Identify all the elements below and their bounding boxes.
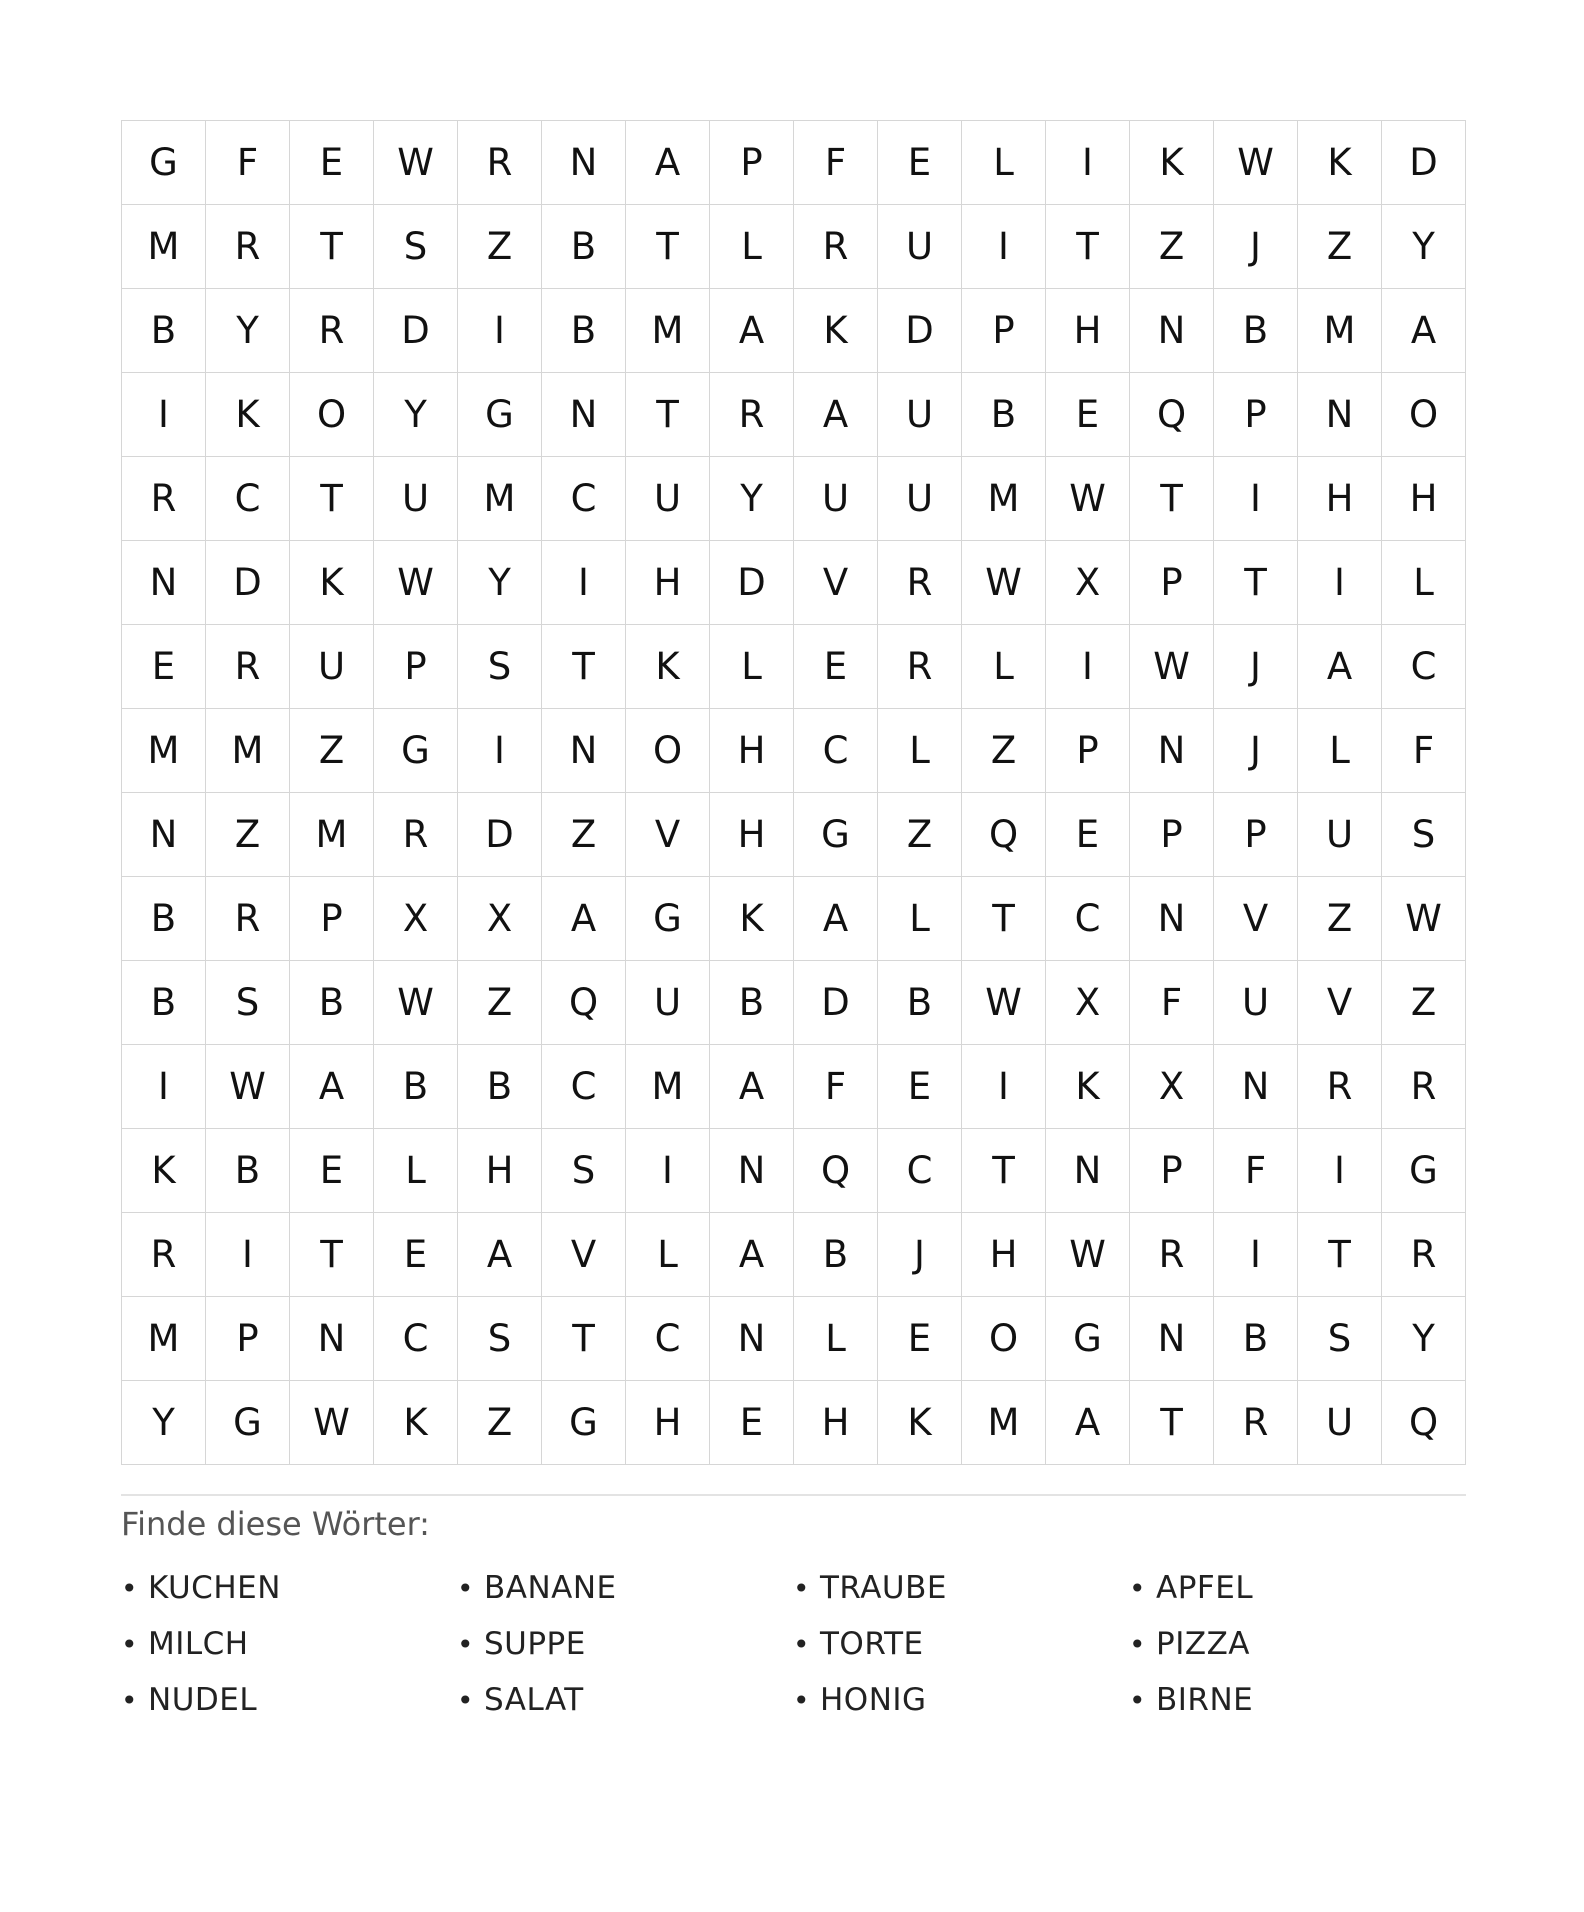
grid-cell[interactable]: U (290, 625, 374, 709)
word-list-item (121, 1616, 457, 1672)
grid-cell[interactable]: I (1046, 625, 1130, 709)
grid-cell[interactable]: P (1130, 541, 1214, 625)
grid-cell[interactable]: M (458, 457, 542, 541)
grid-cell[interactable]: U (878, 205, 962, 289)
grid-cell[interactable]: C (542, 457, 626, 541)
grid-cell[interactable]: R (710, 373, 794, 457)
grid-cell[interactable]: H (1046, 289, 1130, 373)
grid-cell[interactable]: P (1046, 709, 1130, 793)
grid-cell[interactable]: L (710, 625, 794, 709)
grid-cell[interactable]: U (794, 457, 878, 541)
grid-cell[interactable]: F (206, 121, 290, 205)
grid-cell[interactable]: M (626, 289, 710, 373)
grid-cell[interactable]: I (458, 289, 542, 373)
grid-cell[interactable]: D (458, 793, 542, 877)
grid-cell[interactable]: H (1382, 457, 1466, 541)
grid-cell[interactable]: Y (206, 289, 290, 373)
grid-cell[interactable]: G (458, 373, 542, 457)
grid-cell[interactable]: T (290, 205, 374, 289)
grid-cell[interactable]: Z (1298, 877, 1382, 961)
grid-cell[interactable]: C (626, 1297, 710, 1381)
grid-cell[interactable]: N (710, 1129, 794, 1213)
grid-cell[interactable]: C (1046, 877, 1130, 961)
word-list (121, 1560, 1466, 1728)
grid-cell[interactable]: U (1298, 793, 1382, 877)
grid-cell[interactable]: T (542, 1297, 626, 1381)
grid-cell[interactable]: T (1130, 457, 1214, 541)
grid-cell[interactable]: E (710, 1381, 794, 1465)
grid-cell[interactable]: F (1130, 961, 1214, 1045)
grid-cell[interactable]: B (122, 877, 206, 961)
grid-cell[interactable]: K (626, 625, 710, 709)
grid-cell[interactable]: X (458, 877, 542, 961)
grid-cell[interactable]: K (710, 877, 794, 961)
grid-cell[interactable]: V (1214, 877, 1298, 961)
grid-cell[interactable]: R (374, 793, 458, 877)
grid-cell[interactable]: B (878, 961, 962, 1045)
word-label: PIZZA (1156, 1626, 1251, 1662)
grid-cell[interactable]: K (206, 373, 290, 457)
bullet-icon: • (793, 1683, 811, 1717)
grid-cell[interactable]: Q (1382, 1381, 1466, 1465)
grid-cell[interactable]: E (1046, 793, 1130, 877)
grid-cell[interactable]: K (1130, 121, 1214, 205)
word-list-item (121, 1672, 457, 1728)
grid-cell[interactable]: F (794, 1045, 878, 1129)
grid-cell[interactable]: N (710, 1297, 794, 1381)
grid-cell[interactable]: P (710, 121, 794, 205)
grid-cell[interactable]: I (626, 1129, 710, 1213)
grid-cell[interactable]: T (290, 1213, 374, 1297)
grid-cell[interactable]: G (1382, 1129, 1466, 1213)
grid-cell[interactable]: X (1046, 961, 1130, 1045)
grid-cell[interactable]: T (1046, 205, 1130, 289)
grid-cell[interactable]: G (626, 877, 710, 961)
grid-cell[interactable]: N (542, 709, 626, 793)
grid-cell[interactable]: W (206, 1045, 290, 1129)
grid-cell[interactable]: I (206, 1213, 290, 1297)
grid-cell[interactable]: N (1046, 1129, 1130, 1213)
grid-cell[interactable]: D (1382, 121, 1466, 205)
grid-cell[interactable]: O (1382, 373, 1466, 457)
grid-cell[interactable]: B (542, 205, 626, 289)
grid-cell[interactable]: H (710, 793, 794, 877)
word-label: KUCHEN (148, 1570, 281, 1606)
grid-cell[interactable]: R (122, 1213, 206, 1297)
grid-cell[interactable]: Z (878, 793, 962, 877)
grid-cell[interactable]: M (962, 457, 1046, 541)
word-list-item (1129, 1560, 1465, 1616)
grid-cell[interactable]: Y (374, 373, 458, 457)
grid-cell[interactable]: T (962, 877, 1046, 961)
grid-cell[interactable]: K (794, 289, 878, 373)
grid-cell[interactable]: C (1382, 625, 1466, 709)
grid-cell[interactable]: P (1130, 793, 1214, 877)
word-label: APFEL (1156, 1570, 1254, 1606)
grid-cell[interactable]: A (1382, 289, 1466, 373)
grid-cell[interactable]: L (374, 1129, 458, 1213)
grid-cell[interactable]: I (962, 205, 1046, 289)
grid-cell[interactable]: J (878, 1213, 962, 1297)
divider (121, 1494, 1466, 1496)
letter-grid (121, 120, 1466, 1465)
bullet-icon: • (121, 1683, 139, 1717)
grid-cell[interactable]: Y (1382, 1297, 1466, 1381)
grid-cell[interactable]: K (1046, 1045, 1130, 1129)
grid-cell[interactable]: P (1214, 373, 1298, 457)
grid-cell[interactable]: Z (1130, 205, 1214, 289)
word-list-item (457, 1672, 793, 1728)
grid-cell[interactable]: R (1214, 1381, 1298, 1465)
grid-cell[interactable]: A (794, 877, 878, 961)
grid-cell[interactable]: P (374, 625, 458, 709)
grid-cell[interactable]: N (1130, 877, 1214, 961)
grid-cell[interactable]: U (878, 373, 962, 457)
grid-cell[interactable]: H (962, 1213, 1046, 1297)
grid-cell[interactable]: Z (458, 205, 542, 289)
grid-cell[interactable]: T (290, 457, 374, 541)
grid-cell[interactable]: L (626, 1213, 710, 1297)
grid-cell[interactable]: E (878, 1045, 962, 1129)
word-list-item (1129, 1616, 1465, 1672)
word-list-item (793, 1560, 1129, 1616)
grid-cell[interactable]: T (1298, 1213, 1382, 1297)
grid-cell[interactable]: W (374, 121, 458, 205)
bullet-icon: • (1129, 1683, 1147, 1717)
grid-cell[interactable]: S (1298, 1297, 1382, 1381)
grid-cell[interactable]: G (206, 1381, 290, 1465)
grid-cell[interactable]: B (710, 961, 794, 1045)
grid-cell[interactable]: E (878, 1297, 962, 1381)
word-label: HONIG (820, 1682, 927, 1718)
grid-cell[interactable]: Z (1298, 205, 1382, 289)
grid-cell[interactable]: K (878, 1381, 962, 1465)
grid-cell[interactable]: X (374, 877, 458, 961)
grid-cell[interactable]: T (626, 373, 710, 457)
grid-cell[interactable]: Y (710, 457, 794, 541)
grid-cell[interactable]: P (962, 289, 1046, 373)
grid-cell[interactable]: U (878, 457, 962, 541)
grid-cell[interactable]: N (1298, 373, 1382, 457)
grid-cell[interactable]: M (122, 709, 206, 793)
grid-cell[interactable]: A (710, 1045, 794, 1129)
grid-cell[interactable]: U (1214, 961, 1298, 1045)
grid-cell[interactable]: R (206, 877, 290, 961)
grid-cell[interactable]: Q (542, 961, 626, 1045)
grid-cell[interactable]: E (290, 1129, 374, 1213)
grid-cell[interactable]: L (878, 877, 962, 961)
grid-cell[interactable]: N (122, 541, 206, 625)
grid-cell[interactable]: N (542, 373, 626, 457)
word-label: TRAUBE (820, 1570, 947, 1606)
grid-cell[interactable]: N (1214, 1045, 1298, 1129)
grid-cell[interactable]: P (290, 877, 374, 961)
grid-cell[interactable]: T (1214, 541, 1298, 625)
grid-cell[interactable]: Z (206, 793, 290, 877)
grid-cell[interactable]: P (1130, 1129, 1214, 1213)
grid-cell[interactable]: I (1214, 457, 1298, 541)
grid-cell[interactable]: R (206, 625, 290, 709)
grid-cell[interactable]: Q (1130, 373, 1214, 457)
grid-cell[interactable]: B (1214, 1297, 1298, 1381)
grid-cell[interactable]: R (1298, 1045, 1382, 1129)
bullet-icon: • (121, 1627, 139, 1661)
grid-cell[interactable]: U (374, 457, 458, 541)
grid-cell[interactable]: K (374, 1381, 458, 1465)
grid-cell[interactable]: Y (458, 541, 542, 625)
word-label: NUDEL (148, 1682, 258, 1718)
grid-cell[interactable]: I (458, 709, 542, 793)
grid-cell[interactable]: C (878, 1129, 962, 1213)
grid-cell[interactable]: Z (458, 1381, 542, 1465)
grid-cell[interactable]: L (1298, 709, 1382, 793)
grid-cell[interactable]: A (458, 1213, 542, 1297)
grid-cell[interactable]: I (1046, 121, 1130, 205)
grid-cell[interactable]: B (962, 373, 1046, 457)
grid-cell[interactable]: S (206, 961, 290, 1045)
grid-cell[interactable]: S (374, 205, 458, 289)
grid-cell[interactable]: A (1298, 625, 1382, 709)
grid-cell[interactable]: A (710, 1213, 794, 1297)
grid-cell[interactable]: T (962, 1129, 1046, 1213)
grid-cell[interactable]: M (626, 1045, 710, 1129)
grid-cell[interactable]: I (1298, 1129, 1382, 1213)
grid-cell[interactable]: T (1130, 1381, 1214, 1465)
grid-cell[interactable]: F (1214, 1129, 1298, 1213)
word-label: MILCH (148, 1626, 249, 1662)
grid-cell[interactable]: H (626, 541, 710, 625)
grid-cell[interactable]: K (122, 1129, 206, 1213)
grid-cell[interactable]: H (626, 1381, 710, 1465)
grid-cell[interactable]: L (1382, 541, 1466, 625)
grid-cell[interactable]: L (878, 709, 962, 793)
grid-cell[interactable]: G (1046, 1297, 1130, 1381)
grid-cell[interactable]: X (1130, 1045, 1214, 1129)
grid-cell[interactable]: R (290, 289, 374, 373)
grid-cell[interactable]: W (962, 961, 1046, 1045)
grid-cell[interactable]: Z (962, 709, 1046, 793)
grid-cell[interactable]: V (1298, 961, 1382, 1045)
grid-cell[interactable]: D (710, 541, 794, 625)
grid-cell[interactable]: D (878, 289, 962, 373)
grid-cell[interactable]: A (542, 877, 626, 961)
grid-cell[interactable]: V (542, 1213, 626, 1297)
grid-cell[interactable]: B (542, 289, 626, 373)
grid-cell[interactable]: S (542, 1129, 626, 1213)
grid-cell[interactable]: G (374, 709, 458, 793)
grid-cell[interactable]: H (710, 709, 794, 793)
grid-cell[interactable]: C (794, 709, 878, 793)
word-label: SUPPE (484, 1626, 586, 1662)
grid-cell[interactable]: I (122, 373, 206, 457)
grid-cell[interactable]: G (122, 121, 206, 205)
bullet-icon: • (1129, 1571, 1147, 1605)
grid-cell[interactable]: R (458, 121, 542, 205)
grid-cell[interactable]: I (1214, 1213, 1298, 1297)
grid-cell[interactable]: G (542, 1381, 626, 1465)
bullet-icon: • (793, 1627, 811, 1661)
grid-cell[interactable]: N (290, 1297, 374, 1381)
grid-cell[interactable]: S (1382, 793, 1466, 877)
grid-cell[interactable]: U (626, 457, 710, 541)
word-list-item (457, 1560, 793, 1616)
grid-cell[interactable]: C (542, 1045, 626, 1129)
grid-cell[interactable]: R (122, 457, 206, 541)
grid-cell[interactable]: J (1214, 709, 1298, 793)
grid-cell[interactable]: B (374, 1045, 458, 1129)
bullet-icon: • (457, 1683, 475, 1717)
word-list-item (121, 1560, 457, 1616)
grid-cell[interactable]: V (626, 793, 710, 877)
grid-cell[interactable]: E (794, 625, 878, 709)
grid-cell[interactable]: W (1382, 877, 1466, 961)
grid-cell[interactable]: C (206, 457, 290, 541)
grid-cell[interactable]: W (962, 541, 1046, 625)
grid-cell[interactable]: N (542, 121, 626, 205)
grid-cell[interactable]: L (962, 625, 1046, 709)
grid-cell[interactable]: I (542, 541, 626, 625)
grid-cell[interactable]: T (626, 205, 710, 289)
word-list-item (793, 1616, 1129, 1672)
grid-cell[interactable]: I (122, 1045, 206, 1129)
grid-cell[interactable]: J (1214, 205, 1298, 289)
grid-cell[interactable]: K (290, 541, 374, 625)
grid-cell[interactable]: B (206, 1129, 290, 1213)
word-label: BIRNE (1156, 1682, 1254, 1718)
bullet-icon: • (121, 1571, 139, 1605)
grid-cell[interactable]: L (710, 205, 794, 289)
grid-cell[interactable]: P (1214, 793, 1298, 877)
grid-cell[interactable]: A (1046, 1381, 1130, 1465)
bullet-icon: • (793, 1571, 811, 1605)
grid-cell[interactable]: X (1046, 541, 1130, 625)
grid-cell[interactable]: U (1298, 1381, 1382, 1465)
word-label: BANANE (484, 1570, 617, 1606)
grid-cell[interactable]: E (122, 625, 206, 709)
grid-cell[interactable]: B (122, 289, 206, 373)
grid-cell[interactable]: E (1046, 373, 1130, 457)
grid-cell[interactable]: I (1298, 541, 1382, 625)
grid-cell[interactable]: Y (1382, 205, 1466, 289)
grid-cell[interactable]: O (962, 1297, 1046, 1381)
grid-cell[interactable]: I (962, 1045, 1046, 1129)
grid-cell[interactable]: Z (290, 709, 374, 793)
grid-cell[interactable]: R (878, 541, 962, 625)
grid-cell[interactable]: Y (122, 1381, 206, 1465)
word-search-puzzle (121, 120, 1466, 1728)
grid-cell[interactable]: P (206, 1297, 290, 1381)
grid-cell[interactable]: N (122, 793, 206, 877)
grid-cell[interactable]: E (878, 121, 962, 205)
grid-cell[interactable]: M (1298, 289, 1382, 373)
grid-cell[interactable]: N (1130, 289, 1214, 373)
grid-cell[interactable]: M (962, 1381, 1046, 1465)
grid-cell[interactable]: H (794, 1381, 878, 1465)
bullet-icon: • (457, 1571, 475, 1605)
grid-cell[interactable]: Z (1382, 961, 1466, 1045)
grid-cell[interactable]: N (1130, 1297, 1214, 1381)
bullet-icon: • (1129, 1627, 1147, 1661)
grid-cell[interactable]: F (1382, 709, 1466, 793)
grid-cell[interactable]: W (374, 541, 458, 625)
grid-cell[interactable]: B (794, 1213, 878, 1297)
word-label: TORTE (820, 1626, 924, 1662)
word-list-item (793, 1672, 1129, 1728)
grid-cell[interactable]: V (794, 541, 878, 625)
grid-cell[interactable]: O (290, 373, 374, 457)
grid-cell[interactable]: B (122, 961, 206, 1045)
grid-cell[interactable]: W (1046, 1213, 1130, 1297)
grid-cell[interactable]: K (1298, 121, 1382, 205)
grid-cell[interactable]: Z (458, 961, 542, 1045)
grid-cell[interactable]: B (290, 961, 374, 1045)
grid-cell[interactable]: J (1214, 625, 1298, 709)
grid-cell[interactable]: R (794, 205, 878, 289)
grid-cell[interactable]: A (710, 289, 794, 373)
grid-cell[interactable]: A (290, 1045, 374, 1129)
grid-cell[interactable]: L (794, 1297, 878, 1381)
grid-cell[interactable]: O (626, 709, 710, 793)
grid-cell[interactable]: D (374, 289, 458, 373)
grid-cell[interactable]: S (458, 625, 542, 709)
grid-cell[interactable]: S (458, 1297, 542, 1381)
grid-cell[interactable]: W (1046, 457, 1130, 541)
word-label: SALAT (484, 1682, 584, 1718)
grid-cell[interactable]: B (1214, 289, 1298, 373)
instructions-heading: Finde diese Wörter: (121, 1505, 430, 1543)
word-list-item (1129, 1672, 1465, 1728)
grid-cell[interactable]: R (878, 625, 962, 709)
grid-cell[interactable]: Q (962, 793, 1046, 877)
grid-cell[interactable]: L (962, 121, 1046, 205)
grid-cell[interactable]: C (374, 1297, 458, 1381)
grid-cell[interactable]: G (794, 793, 878, 877)
grid-cell[interactable]: T (542, 625, 626, 709)
grid-cell[interactable]: R (1130, 1213, 1214, 1297)
grid-cell[interactable]: H (1298, 457, 1382, 541)
word-list-item (457, 1616, 793, 1672)
grid-cell[interactable]: M (206, 709, 290, 793)
grid-cell[interactable]: N (1130, 709, 1214, 793)
grid-cell[interactable]: Z (542, 793, 626, 877)
grid-cell[interactable]: H (458, 1129, 542, 1213)
grid-cell[interactable]: D (794, 961, 878, 1045)
grid-cell[interactable]: R (206, 205, 290, 289)
grid-cell[interactable]: M (290, 793, 374, 877)
grid-cell[interactable]: F (794, 121, 878, 205)
grid-cell[interactable]: M (122, 205, 206, 289)
grid-cell[interactable]: R (1382, 1045, 1466, 1129)
grid-cell[interactable]: W (374, 961, 458, 1045)
bullet-icon: • (457, 1627, 475, 1661)
grid-cell[interactable]: E (374, 1213, 458, 1297)
grid-cell[interactable]: D (206, 541, 290, 625)
grid-cell[interactable]: A (626, 121, 710, 205)
grid-cell[interactable]: B (458, 1045, 542, 1129)
grid-cell[interactable]: W (1214, 121, 1298, 205)
grid-cell[interactable]: Q (794, 1129, 878, 1213)
grid-cell[interactable]: U (626, 961, 710, 1045)
grid-cell[interactable]: W (1130, 625, 1214, 709)
grid-cell[interactable]: A (794, 373, 878, 457)
grid-cell[interactable]: W (290, 1381, 374, 1465)
grid-cell[interactable]: R (1382, 1213, 1466, 1297)
grid-cell[interactable]: M (122, 1297, 206, 1381)
grid-cell[interactable]: E (290, 121, 374, 205)
